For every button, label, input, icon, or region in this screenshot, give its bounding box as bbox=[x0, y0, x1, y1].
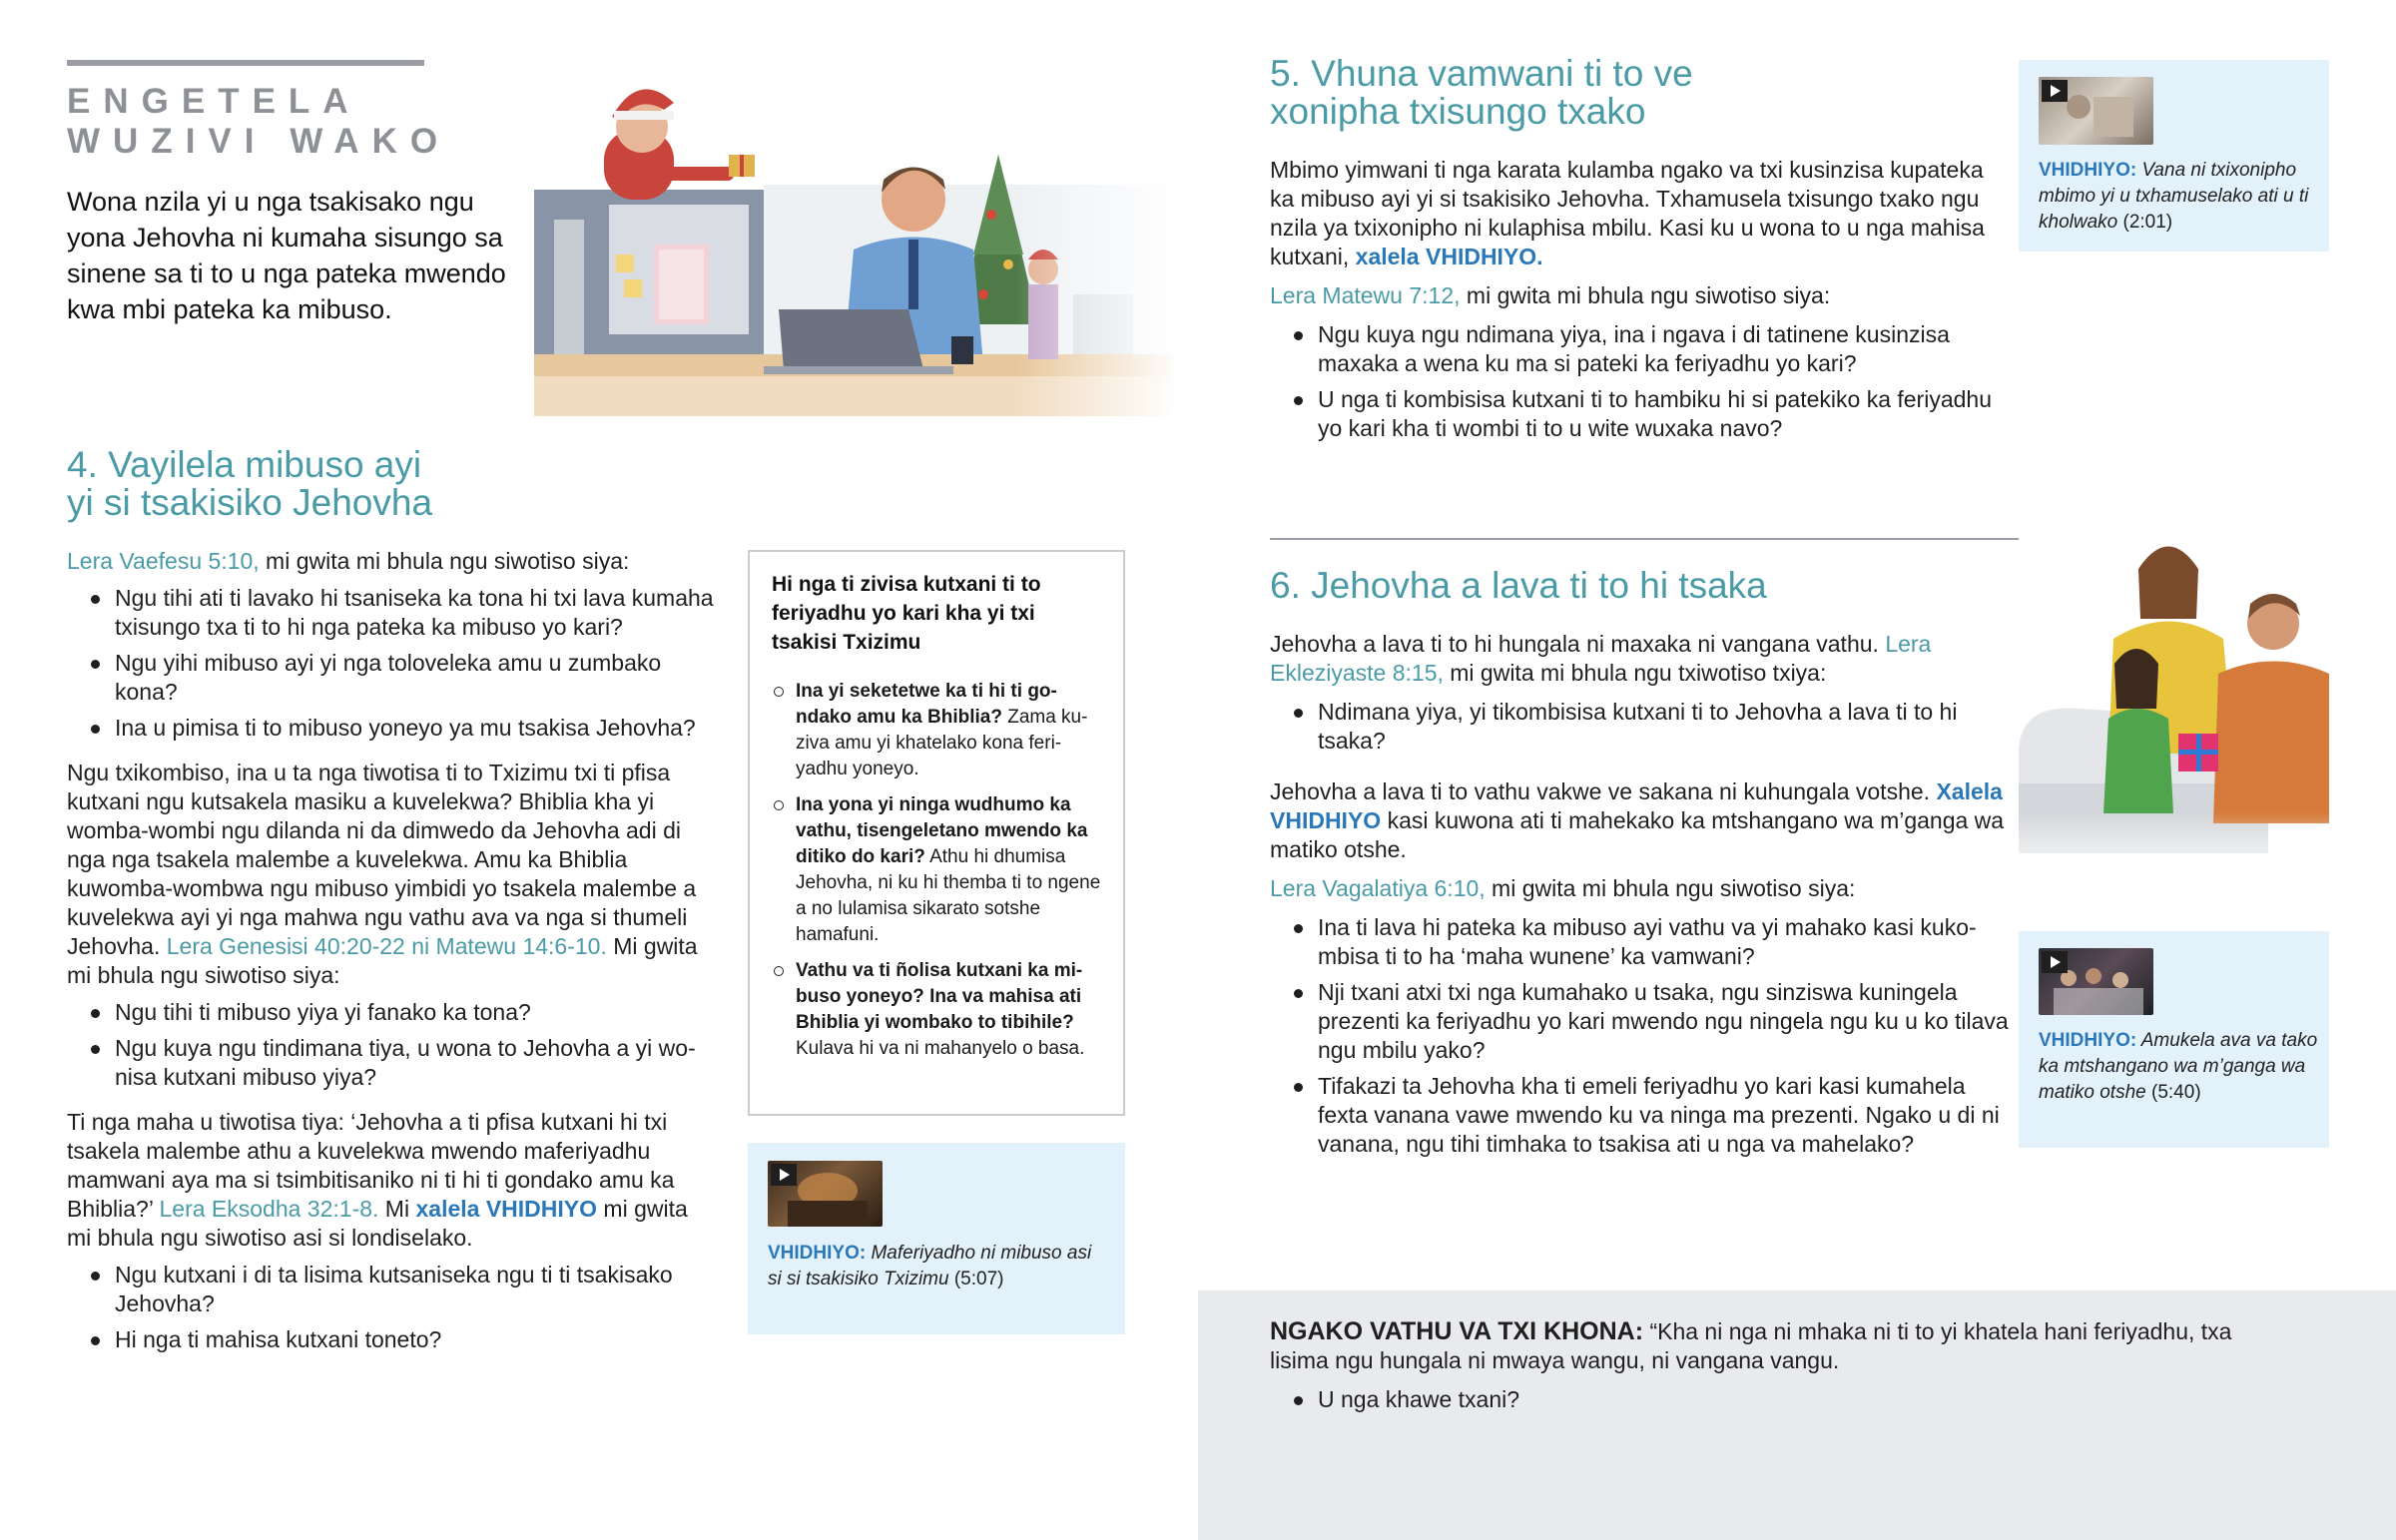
list-item: Ndimana yiya, yi tikombisisa kutxani ti to Jehovha a lava ti to hi tsaka? bbox=[1270, 698, 2009, 756]
list-item: Ngu kuya ngu ndimana yiya, ina i ngava i di tatinene kusinzisa maxaka a wena ku ma si pateki ka feriyadhu yo kari? bbox=[1270, 320, 2009, 378]
video-duration: (5:40) bbox=[2145, 1082, 2201, 1103]
section-4-title-line-2: yi si tsakisiko Jehovha bbox=[67, 482, 433, 523]
family-gift-illustration bbox=[2019, 524, 2329, 883]
list-item: Nji txani atxi txi nga kumahako u tsaka, ngu sinziswa kuningela prezenti ka feriyadhu yo kari mwendo ngu ningela ngu ku u ko tilava ngu mbilu yako? bbox=[1270, 978, 2009, 1065]
section-4-ref-rest: mi gwita mi bhula ngu siwotiso siya: bbox=[259, 548, 630, 574]
section-4-question-list-2 bbox=[67, 998, 716, 1092]
scripture-link-efesu[interactable]: Lera Vaefesu 5:10, bbox=[67, 548, 260, 574]
video-caption bbox=[768, 1241, 1107, 1292]
sidebar-item-question: Ina yona yi ninga wudhumo ka vathu, tisengeletano mwendo ka ditiko do kari? bbox=[796, 794, 1088, 867]
section-6-question-list-2 bbox=[1270, 913, 2009, 1159]
video-title: Amukela ava va tako ka mtshangano wa m’ganga wa matiko otshe bbox=[2039, 1030, 2318, 1103]
list-item: Ngu tihi ati ti lavako hi tsaniseka ka tona hi txi lava kumaha txisungo txa ti to hi nga pateka ka mibuso yo kari? bbox=[67, 584, 716, 642]
play-icon bbox=[771, 1164, 797, 1186]
section-5-question-list bbox=[1270, 320, 2009, 443]
section-4-paragraph-a: Ngu txikombiso, ina u ta nga tiwotisa ti to Txizimu txi ti pfisa kutxani ngu kutsakela masiku a kuvelekwa? Bhiblia kha yi womba-wombi ngu dilanda ni da dimwedo da Jehovha adi di nga nga tsakela malembe a kuvelekwa. Amu ka Bhiblia kuwomba-wombwa ngu mibuso yimbidi yo tsakela malembe a kuvelekwa ayi yi nga mahwa ngu vathu ava va nga si thumeli Jehovha. bbox=[67, 760, 697, 959]
video-card-mtshangano[interactable] bbox=[2019, 931, 2329, 1148]
sidebar-box bbox=[748, 550, 1125, 1116]
objection-label: NGAKO VATHU VA TXI KHONA: bbox=[1270, 1317, 1644, 1345]
sidebar-list-item bbox=[772, 679, 1101, 782]
video-card-maferiyadho[interactable] bbox=[748, 1143, 1125, 1334]
list-item: Tifakazi ta Jehovha kha ti emeli feriyadhu yo kari kasi kumahela fexta vanana vawe mwendo ku va ninga ma prezenti. Ngako u di ni vanana, ngu tihi timhaka to tsakisa ati u nga va mahelako? bbox=[1270, 1072, 2009, 1159]
video-link[interactable]: xalela VHIDHIYO bbox=[415, 1196, 598, 1222]
kicker-rule bbox=[67, 60, 424, 66]
video-label: VHIDHIYO: bbox=[768, 1243, 867, 1264]
video-caption bbox=[2039, 1028, 2318, 1106]
objection-question-list bbox=[1270, 1385, 2258, 1414]
sidebar-list bbox=[772, 679, 1101, 1062]
section-5-title-line-1: 5. Vhuna vamwani ti to ve bbox=[1270, 53, 1693, 94]
list-item: U nga khawe txani? bbox=[1270, 1385, 2258, 1414]
section-kicker bbox=[67, 82, 450, 162]
section-4-title-line-1: 4. Vayilela mibuso ayi bbox=[67, 444, 422, 485]
video-thumbnail[interactable] bbox=[768, 1161, 883, 1227]
video-thumbnail[interactable] bbox=[2039, 77, 2153, 145]
section-6-title: 6. Jehovha a lava ti to hi tsaka bbox=[1270, 565, 1767, 606]
video-thumbnail[interactable] bbox=[2039, 948, 2153, 1015]
section-4-paragraph-a-end: Mi gwita mi bhula ngu siwotiso siya: bbox=[67, 933, 698, 988]
section-4-question-list-3 bbox=[67, 1261, 716, 1354]
section-4-paragraph-b: Ti nga maha u tiwotisa tiya: ‘Jehovha a ti pfisa kutxani hi txi tsakela malembe athu a kuvelekwa mwendo maferiyadhu mamwani aya ma si tsimbitisaniko ni ti hi ti gondako amu ka Bhiblia?’ bbox=[67, 1109, 675, 1222]
scripture-link-genesisi[interactable]: Lera Genesisi 40:20-22 ni Matewu 14:6-10. bbox=[166, 933, 607, 959]
section-5-ref-rest: mi gwita mi bhula ngu siwotiso siya: bbox=[1460, 282, 1831, 308]
section-6-paragraph-2-end: kasi kuwona ati ti mahekako ka mtshangano wa m’ganga wa matiko otshe. bbox=[1270, 807, 2005, 862]
scripture-link-matewu[interactable]: Lera Matewu 7:12, bbox=[1270, 282, 1461, 308]
play-icon bbox=[2042, 80, 2068, 102]
sidebar-item-text: Zama kuziva amu yi khatelako kona feriyadhu yoneyo. bbox=[796, 707, 1088, 779]
video-label: VHIDHIYO: bbox=[2039, 1030, 2137, 1051]
list-item: U nga ti kombisisa kutxani ti to hambiku hi si patekiko ka feriyadhu yo kari kha ti wombi ti to u wite wuxaka navo? bbox=[1270, 385, 2009, 443]
kicker-line-1: ENGETELA bbox=[67, 82, 361, 121]
section-6-question-list-1 bbox=[1270, 698, 2009, 756]
sidebar-title: Hi nga ti zivisa kutxani ti to feriyadhu yo kari kha yi txi tsakisi Txizimu bbox=[772, 573, 1041, 654]
sidebar-item-question: Vathu va ti ñolisa kutxani ka mibuso yoneyo? Ina va mahisa ati Bhiblia yi wombako to tibihile? bbox=[796, 960, 1083, 1033]
section-4-paragraph-b-end: mi gwita mi bhula ngu siwotiso asi si londiselako. bbox=[67, 1196, 688, 1251]
objection-content bbox=[1270, 1317, 2258, 1421]
sidebar-item-text: Athu hi dhumisa Jehovha, ni ku hi themba ti to ngene a no lulamisa sikarato sotshe hamafuni. bbox=[796, 846, 1101, 945]
video-card-txixonipho[interactable] bbox=[2019, 60, 2329, 252]
section-4-title bbox=[67, 446, 666, 522]
video-duration: (2:01) bbox=[2117, 212, 2173, 233]
sidebar-item-text: Kulava hi va ni mahanyelo o basa. bbox=[796, 1038, 1085, 1059]
section-5-paragraph: Mbimo yimwani ti nga karata kulamba ngako va txi kusinzisa kupateka ka mibuso ayi yi si tsakisiko Jehovha. Txhamusela txisungo txako ngu nzila ya txixonipho ni kulaphisa mbilu. Kasi ku u wona to u nga mahisa kutxani, bbox=[1270, 157, 1985, 269]
list-item: Ina u pimisa ti to mibuso yoneyo ya mu tsakisa Jehovha? bbox=[67, 714, 716, 743]
list-item: Ngu yihi mibuso ayi yi nga toloveleka amu u zumbako kona? bbox=[67, 649, 716, 707]
kicker-line-2: WUZIVI WAKO bbox=[67, 122, 451, 161]
video-duration: (5:07) bbox=[948, 1269, 1004, 1289]
section-5-content bbox=[1270, 156, 2009, 450]
sidebar-item-question: Ina yi seketetwe ka ti hi ti gondako amu ka Bhiblia? bbox=[796, 681, 1057, 728]
video-title: Vana ni txixonipho mbimo yi u txhamuselako ati u ti kholwako bbox=[2039, 160, 2309, 233]
list-item: Ngu kuya ngu tindimana tiya, u wona to Jehovha a yi wonisa kutxani mibuso yiya? bbox=[67, 1034, 716, 1092]
list-item: Ngu tihi ti mibuso yiya yi fanako ka tona? bbox=[67, 998, 716, 1027]
list-item: Ina ti lava hi pateka ka mibuso ayi vathu va yi mahako kasi kukombisa ti to ha ‘maha wunene’ ka vamwani? bbox=[1270, 913, 2009, 971]
play-icon bbox=[2042, 951, 2068, 973]
section-6-paragraph-1-end: mi gwita mi bhula ngu txiwotiso txiya: bbox=[1443, 660, 1827, 686]
sidebar-list-item bbox=[772, 958, 1101, 1062]
section-5-title-line-2: xonipha txisungo txako bbox=[1270, 91, 1646, 132]
sidebar-list-item bbox=[772, 792, 1101, 948]
section-6-ref-2-rest: mi gwita mi bhula ngu siwotiso siya: bbox=[1485, 875, 1856, 901]
video-caption bbox=[2039, 158, 2318, 236]
scripture-link-eksodha[interactable]: Lera Eksodha 32:1-8. bbox=[159, 1196, 379, 1222]
section-6-paragraph-1: Jehovha a lava ti to hi hungala ni maxaka ni vangana vathu. bbox=[1270, 631, 1886, 657]
section-6-paragraph-2: Jehovha a lava ti to vathu vakwe ve sakana ni kuhungala votshe. bbox=[1270, 778, 1937, 804]
section-4-question-list-1 bbox=[67, 584, 716, 743]
objection-quote: “Kha ni nga ni mhaka ni ti to yi khatela hani feriyadhu, txa lisima ngu hungala ni mwaya wangu, ni vangana vangu. bbox=[1270, 1318, 2232, 1373]
scripture-link-vagalatiya[interactable]: Lera Vagalatiya 6:10, bbox=[1270, 875, 1486, 901]
intro-text: Wona nzila yi u nga tsakisako ngu yona Jehovha ni kumaha sisungo sa sinene sa ti to u nga pateka mwendo kwa mbi pateka ka mibuso. bbox=[67, 187, 506, 324]
scripture-link-ekleziyaste[interactable]: Lera Ekleziyaste 8:15, bbox=[1270, 631, 1932, 686]
list-item: Hi nga ti mahisa kutxani toneto? bbox=[67, 1325, 716, 1354]
office-illustration bbox=[514, 55, 1183, 439]
section-5-title bbox=[1270, 55, 1969, 131]
section-4-content bbox=[67, 547, 716, 1361]
section-6-content bbox=[1270, 630, 2009, 1166]
section-divider-left bbox=[1270, 538, 2111, 540]
section-4-paragraph-b-mid: Mi bbox=[378, 1196, 416, 1222]
video-link[interactable]: xalela VHIDHIYO. bbox=[1355, 244, 1543, 269]
video-link[interactable]: Xalela VHIDHIYO bbox=[1270, 778, 2003, 833]
list-item: Ngu kutxani i di ta lisima kutsaniseka ngu ti ti tsakisako Jehovha? bbox=[67, 1261, 716, 1318]
video-label: VHIDHIYO: bbox=[2039, 160, 2137, 181]
video-title: Maferiyadho ni mibuso asi si si tsakisiko Txizimu bbox=[768, 1243, 1092, 1289]
